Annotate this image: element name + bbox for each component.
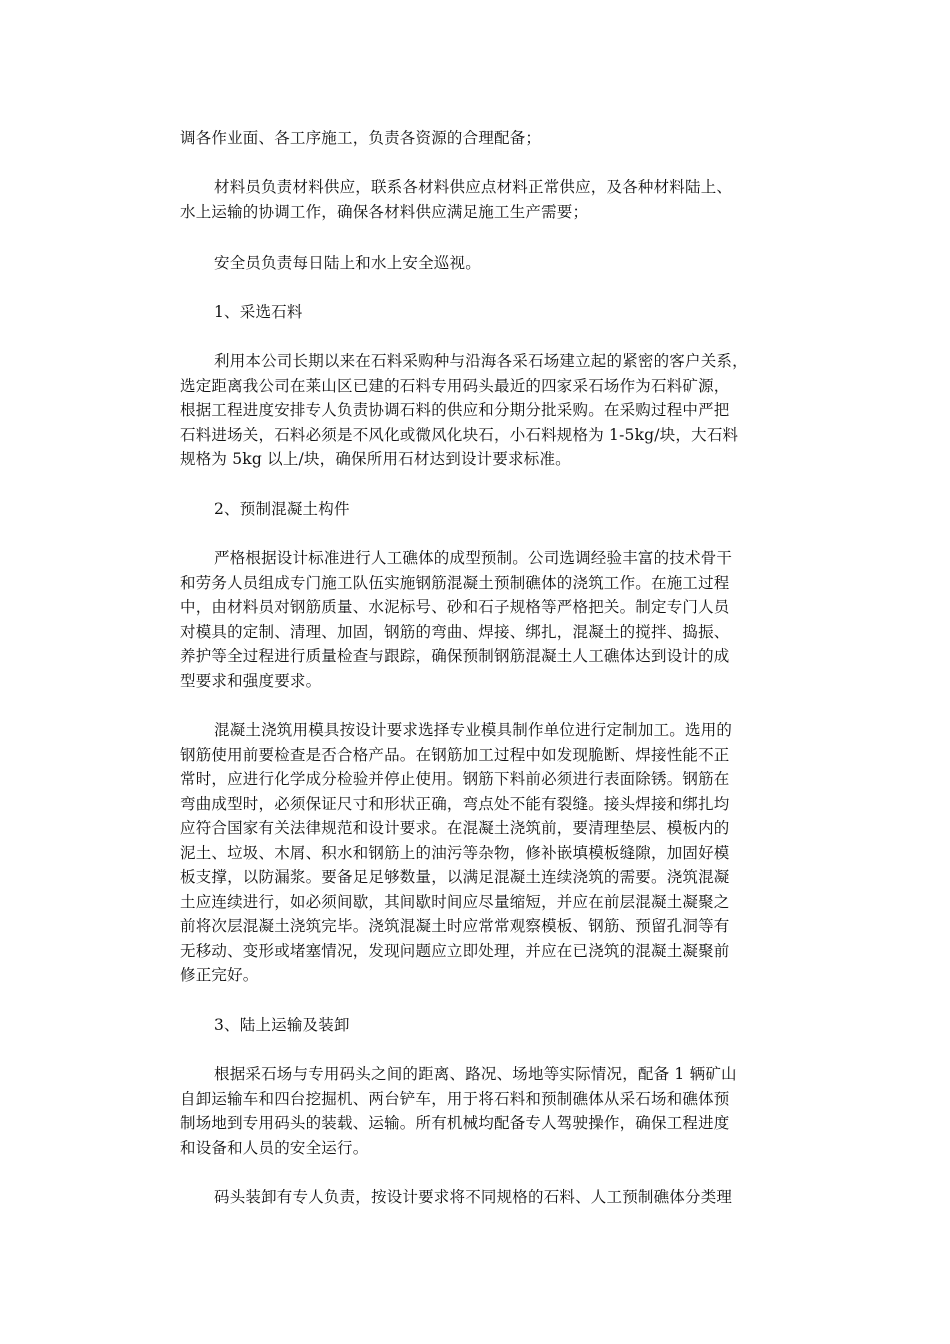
p-1 xyxy=(180,175,814,224)
text-line: 调各作业面、各工序施工，负责各资源的合理配备； xyxy=(180,129,542,147)
text-line: 前将次层混凝土浇筑完毕。浇筑混凝土时应常常观察模板、钢筋、预留孔洞等有 xyxy=(180,917,730,935)
heading-1 xyxy=(180,300,814,325)
text-line: 和劳务人员组成专门施工队伍实施钢筋混凝土预制礁体的浇筑工作。在施工过程 xyxy=(180,573,730,592)
p-9 xyxy=(180,1062,814,1160)
p-2 xyxy=(180,251,814,276)
p-6 xyxy=(180,546,814,693)
text-line: 泥土、垃圾、木屑、积水和钢筋上的油污等杂物，修补嵌填模板缝隙，加固好模 xyxy=(180,843,730,862)
section-heading: 2、预制混凝土构件 xyxy=(214,500,350,518)
text-line: 中，由材料员对钢筋质量、水泥标号、砂和石子规格等严格把关。制定专门人员 xyxy=(180,598,730,616)
p-10 xyxy=(180,1185,814,1210)
text-line: 石料进场关，石料必须是不风化或微风化块石，小石料规格为 1-5kg/块，大石料 xyxy=(180,425,739,444)
text-line: 板支撑，以防漏浆。要备足足够数量，以满足混凝土连续浇筑的需要。浇筑混凝 xyxy=(180,868,730,886)
p-0 xyxy=(180,126,780,151)
text-line: 规格为 5kg 以上/块，确保所用石材达到设计要求标准。 xyxy=(180,450,571,468)
text-line: 和设备和人员的安全运行。 xyxy=(180,1138,369,1157)
heading-2 xyxy=(180,497,814,522)
text-line: 对模具的定制、清理、加固，钢筋的弯曲、焊接、绑扎，混凝土的搅拌、捣振、 xyxy=(180,622,730,641)
text-line: 养护等全过程进行质量检查与跟踪，确保预制钢筋混凝土人工礁体达到设计的成 xyxy=(180,647,730,665)
text-line: 土应连续进行，如必须间歇，其间歇时间应尽量缩短，并应在前层混凝土凝聚之 xyxy=(180,892,730,911)
text-line: 安全员负责每日陆上和水上安全巡视。 xyxy=(214,254,481,272)
heading-3 xyxy=(180,1013,814,1038)
p-7 xyxy=(180,718,814,988)
text-line: 弯曲成型时，必须保证尺寸和形状正确，弯点处不能有裂缝。接头焊接和绑扎均 xyxy=(180,794,730,813)
text-line: 混凝土浇筑用模具按设计要求选择专业模具制作单位进行定制加工。选用的 xyxy=(214,721,733,739)
section-heading: 1、采选石料 xyxy=(214,303,303,321)
text-line: 材料员负责材料供应，联系各材料供应点材料正常供应，及各种材料陆上、 xyxy=(214,178,733,196)
text-line: 型要求和强度要求。 xyxy=(180,671,322,690)
text-line: 钢筋使用前要检查是否合格产品。在钢筋加工过程中如发现脆断、焊接性能不正 xyxy=(180,745,730,764)
text-line: 水上运输的协调工作，确保各材料供应满足施工生产需要； xyxy=(180,202,589,221)
text-line: 制场地到专用码头的装载、运输。所有机械均配备专人驾驶操作，确保工程进度 xyxy=(180,1114,730,1132)
text-line: 应符合国家有关法律规范和设计要求。在混凝土浇筑前，要清理垫层、模板内的 xyxy=(180,819,730,837)
text-line: 根据工程进度安排专人负责协调石料的供应和分期分批采购。在采购过程中严把 xyxy=(180,401,730,419)
section-heading: 3、陆上运输及装卸 xyxy=(214,1016,350,1034)
text-line: 自卸运输车和四台挖掘机、两台铲车，用于将石料和预制礁体从采石场和礁体预 xyxy=(180,1089,730,1108)
text-line: 严格根据设计标准进行人工礁体的成型预制。公司选调经验丰富的技术骨干 xyxy=(214,549,733,567)
text-line: 修正完好。 xyxy=(180,966,259,984)
text-line: 码头装卸有专人负责，按设计要求将不同规格的石料、人工预制礁体分类理 xyxy=(214,1188,733,1206)
text-line: 利用本公司长期以来在石料采购种与沿海各采石场建立起的紧密的客户关系， xyxy=(214,352,748,370)
text-line: 常时，应进行化学成分检验并停止使用。钢筋下料前必须进行表面除锈。钢筋在 xyxy=(180,770,730,788)
p-4 xyxy=(180,349,814,472)
text-line: 根据采石场与专用码头之间的距离、路况、场地等实际情况，配备 1 辆矿山 xyxy=(214,1065,737,1083)
text-line: 无移动、变形或堵塞情况，发现问题应立即处理，并应在已浇筑的混凝土凝聚前 xyxy=(180,941,730,960)
text-line: 选定距离我公司在莱山区已建的石料专用码头最近的四家采石场作为石料矿源， xyxy=(180,376,730,395)
